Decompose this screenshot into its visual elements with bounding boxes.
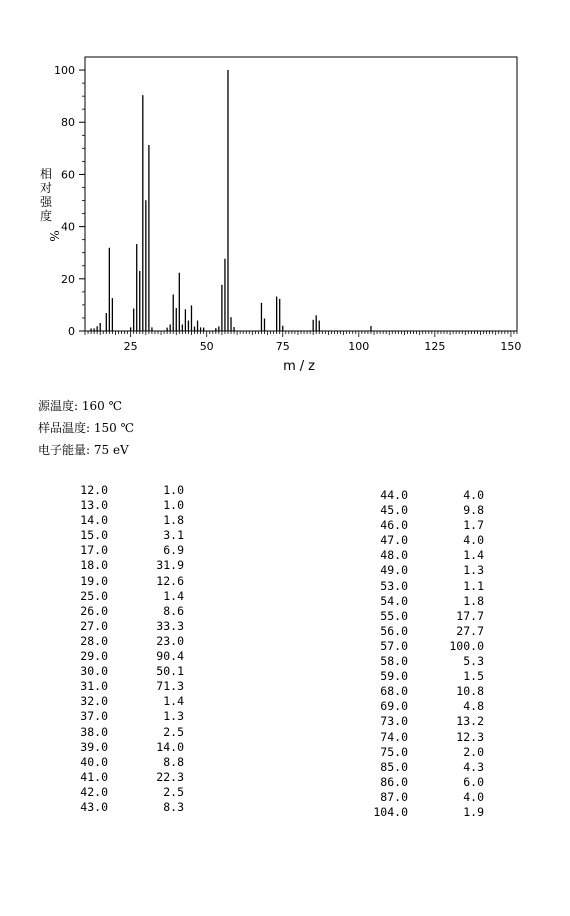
peak-intensity: 9.8: [463, 503, 484, 518]
peak-table-row: [72, 785, 184, 800]
peak-intensity: 17.7: [456, 608, 484, 623]
x-axis-label: m/z: [283, 359, 319, 374]
peak-mz: 17.0: [80, 543, 108, 558]
peak-mz: 28.0: [80, 633, 108, 648]
peak-intensity: 1.0: [163, 483, 184, 497]
peak-mz: 15.0: [80, 528, 108, 543]
peak-intensity: 4.0: [463, 488, 484, 502]
peak-intensity: 71.3: [156, 679, 184, 694]
peak-mz: 53.0: [380, 578, 408, 593]
y-tick-label: 80: [61, 116, 75, 130]
peak-intensity: 3.1: [163, 528, 184, 543]
peak-intensity: 33.3: [156, 618, 184, 633]
peak-mz: 69.0: [380, 699, 408, 714]
peak-intensity: 27.7: [456, 623, 484, 638]
peak-mz: 39.0: [80, 739, 108, 754]
peak-table-row: [372, 775, 484, 790]
peak-mz: 18.0: [80, 558, 108, 573]
source-temperature: 源温度: 160 ℃: [38, 399, 123, 413]
peak-table-right: [372, 488, 484, 820]
x-tick-label: 150: [500, 340, 522, 353]
peak-mz: 86.0: [380, 774, 408, 789]
peak-intensity: 1.5: [463, 669, 484, 684]
peak-mz: 75.0: [380, 744, 408, 759]
peak-mz: 85.0: [380, 759, 408, 774]
peak-mz: 48.0: [380, 548, 408, 563]
peak-table-row: [372, 669, 484, 684]
peak-table-row: [72, 558, 184, 573]
peak-intensity: 31.9: [156, 558, 184, 573]
peak-mz: 25.0: [80, 588, 108, 603]
peak-intensity: 1.4: [163, 588, 184, 603]
y-tick-label: 20: [61, 272, 75, 286]
peak-table-row: [372, 609, 484, 624]
peak-intensity: 23.0: [156, 633, 184, 648]
svg-text:度: 度: [39, 209, 53, 223]
peak-mz: 45.0: [380, 503, 408, 518]
peak-table-row: [72, 513, 184, 528]
x-tick-label: 50: [199, 340, 214, 353]
peak-table-row: [72, 649, 184, 664]
peak-table-row: [372, 730, 484, 745]
y-axis-label: [40, 166, 61, 242]
peak-mz: 42.0: [80, 784, 108, 799]
peak-mz: 58.0: [380, 654, 408, 669]
peak-mz: 59.0: [380, 669, 408, 684]
peak-intensity: 4.3: [463, 759, 484, 774]
peak-mz: 14.0: [80, 513, 108, 528]
peak-mz: 47.0: [380, 533, 408, 548]
peak-intensity: 8.6: [163, 603, 184, 618]
peak-intensity: 1.4: [463, 548, 484, 563]
x-tick-label: 100: [348, 340, 370, 353]
peak-intensity: 8.8: [163, 754, 184, 769]
peak-intensity: 1.9: [463, 804, 484, 819]
peak-table-row: [72, 709, 184, 724]
peak-mz: 43.0: [80, 799, 108, 814]
peak-table-row: [372, 745, 484, 760]
peak-table-left: [72, 483, 184, 815]
peak-mz: 87.0: [380, 789, 408, 804]
svg-text:相: 相: [39, 167, 53, 181]
peak-table-row: [72, 483, 184, 498]
peak-mz: 27.0: [80, 618, 108, 633]
peak-mz: 30.0: [80, 664, 108, 679]
peak-mz: 13.0: [80, 498, 108, 513]
sample-temperature: 样品温度: 150 ℃: [38, 421, 135, 435]
peak-table-row: [372, 503, 484, 518]
peak-intensity: 100.0: [449, 638, 484, 653]
peak-mz: 49.0: [380, 563, 408, 578]
svg-text:对: 对: [39, 181, 53, 195]
svg-text:%: %: [47, 230, 61, 242]
peak-mz: 32.0: [80, 694, 108, 709]
peak-table-row: [372, 579, 484, 594]
peak-table-row: [372, 760, 484, 775]
peak-mz: 38.0: [80, 724, 108, 739]
peak-table-row: [72, 664, 184, 679]
peak-mz: 37.0: [80, 709, 108, 724]
peak-table-row: [72, 528, 184, 543]
peak-table-row: [72, 604, 184, 619]
peak-table-row: [372, 518, 484, 533]
peak-table-row: [372, 624, 484, 639]
peak-table-row: [372, 790, 484, 805]
peak-table-row: [372, 714, 484, 729]
peak-intensity: 2.5: [163, 784, 184, 799]
peak-intensity: 1.8: [163, 513, 184, 528]
peak-intensity: 4.0: [463, 533, 484, 548]
peak-table-row: [372, 548, 484, 563]
peak-mz: 40.0: [80, 754, 108, 769]
peak-intensity: 10.8: [456, 684, 484, 699]
peak-mz: 68.0: [380, 684, 408, 699]
peak-mz: 56.0: [380, 623, 408, 638]
peak-intensity: 13.2: [456, 714, 484, 729]
electron-energy: 电子能量: 75 eV: [38, 443, 129, 457]
peak-mz: 73.0: [380, 714, 408, 729]
peak-intensity: 90.4: [156, 649, 184, 664]
peak-intensity: 1.7: [463, 518, 484, 533]
y-axis: [54, 64, 85, 338]
peak-table-row: [372, 805, 484, 820]
peak-mz: 29.0: [80, 649, 108, 664]
peak-table-row: [72, 574, 184, 589]
peak-table-row: [372, 639, 484, 654]
y-tick-label: 0: [68, 325, 75, 338]
peak-intensity: 12.6: [156, 573, 184, 588]
y-tick-label: 60: [61, 168, 75, 182]
peak-intensity: 4.8: [463, 699, 484, 714]
peak-intensity: 22.3: [156, 769, 184, 784]
peak-intensity: 1.3: [463, 563, 484, 578]
peak-table-row: [372, 533, 484, 548]
x-axis: [85, 331, 521, 353]
peak-mz: 55.0: [380, 608, 408, 623]
mass-spectrum-chart: [0, 0, 570, 380]
peak-mz: 19.0: [80, 573, 108, 588]
peak-table-row: [372, 699, 484, 714]
peak-table-row: [72, 740, 184, 755]
peak-mz: 46.0: [380, 518, 408, 533]
peak-mz: 104.0: [373, 804, 408, 819]
peak-intensity: 12.3: [456, 729, 484, 744]
peak-mz: 74.0: [380, 729, 408, 744]
peak-intensity: 1.0: [163, 498, 184, 513]
peak-bars: [91, 70, 371, 331]
peak-table-row: [72, 634, 184, 649]
peak-mz: 41.0: [80, 769, 108, 784]
peak-intensity: 14.0: [156, 739, 184, 754]
peak-table-row: [72, 755, 184, 770]
peak-mz: 57.0: [380, 638, 408, 653]
peak-mz: 54.0: [380, 593, 408, 608]
peak-intensity: 2.0: [463, 744, 484, 759]
peak-mz: 31.0: [80, 679, 108, 694]
peak-table-row: [372, 654, 484, 669]
svg-text:强: 强: [39, 195, 53, 209]
x-tick-label: 125: [424, 340, 446, 353]
peak-mz: 12.0: [80, 483, 108, 497]
peak-mz: 44.0: [380, 488, 408, 502]
peak-intensity: 5.3: [463, 654, 484, 669]
peak-table-row: [72, 694, 184, 709]
peak-table-row: [72, 619, 184, 634]
peak-table-row: [72, 679, 184, 694]
peak-table-row: [72, 800, 184, 815]
peak-intensity: 1.8: [463, 593, 484, 608]
peak-intensity: 1.1: [463, 578, 484, 593]
peak-table-row: [372, 488, 484, 503]
peak-intensity: 6.0: [463, 774, 484, 789]
y-tick-label: 100: [54, 64, 75, 78]
peak-intensity: 6.9: [163, 543, 184, 558]
x-tick-label: 25: [123, 340, 138, 353]
peak-table-row: [372, 594, 484, 609]
x-tick-label: 75: [275, 340, 290, 353]
plot-frame: [85, 57, 517, 331]
peak-table-row: [72, 770, 184, 785]
y-tick-label: 40: [61, 220, 75, 234]
peak-intensity: 4.0: [463, 789, 484, 804]
peak-table-row: [72, 498, 184, 513]
peak-table-row: [372, 563, 484, 578]
peak-intensity: 1.3: [163, 709, 184, 724]
peak-table-row: [72, 543, 184, 558]
peak-intensity: 1.4: [163, 694, 184, 709]
peak-table-row: [72, 589, 184, 604]
peak-intensity: 2.5: [163, 724, 184, 739]
peak-table-row: [372, 684, 484, 699]
peak-table-row: [72, 725, 184, 740]
peak-intensity: 8.3: [163, 799, 184, 814]
peak-mz: 26.0: [80, 603, 108, 618]
peak-intensity: 50.1: [156, 664, 184, 679]
